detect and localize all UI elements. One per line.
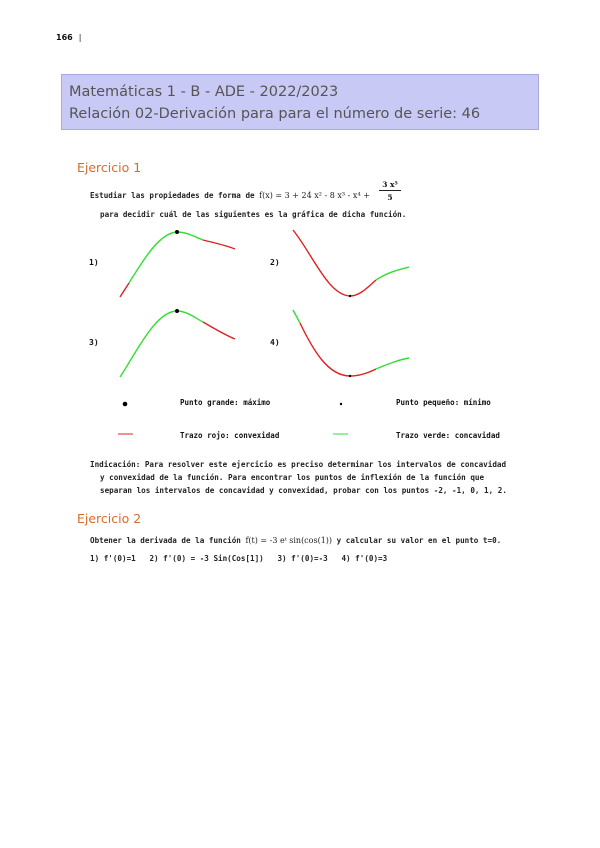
graph-4-concave-right bbox=[376, 358, 409, 369]
header-course: Matemáticas 1 - B - ADE - 2022/2023 bbox=[69, 84, 339, 100]
graph-3-convex bbox=[203, 322, 235, 339]
legend-red-stroke: Trazo rojo: convexidad bbox=[180, 431, 280, 440]
hint-line-2: y convexidad de la función. Para encontrar los puntos de inflexión de la función que bbox=[100, 473, 485, 482]
graph-4 bbox=[288, 305, 413, 380]
exercise2-options bbox=[90, 554, 387, 563]
legend-big-point: Punto grande: máximo bbox=[180, 398, 271, 407]
graph-4-concave-left bbox=[293, 310, 300, 323]
graph-2-min-point bbox=[349, 295, 351, 297]
exercise2-option-2: 2) f'(0) = -3 Sin(Cos[1]) bbox=[149, 554, 264, 563]
graph-2-convex bbox=[293, 230, 376, 296]
graph-1-max-point bbox=[175, 230, 179, 234]
legend-small-point: Punto pequeño: mínimo bbox=[396, 398, 491, 407]
graph-4-min-point bbox=[349, 375, 351, 377]
graph-1 bbox=[115, 225, 240, 300]
exercise2-function: f(t) = -3 eᵗ sin(cos(1)) bbox=[245, 536, 333, 545]
exercise2-title: Ejercicio 2 bbox=[77, 511, 142, 526]
exercise1-function: f(x) = 3 + 24 x² - 8 x³ - x⁴ + bbox=[259, 191, 370, 200]
exercise2-statement-suffix: y calcular su valor en el punto t=0. bbox=[336, 536, 502, 545]
exercise1-intro bbox=[90, 191, 370, 200]
header-relation: Relación 02-Derivación para para el número de serie: 46 bbox=[69, 106, 481, 122]
graph-3 bbox=[115, 305, 240, 380]
exercise1-intro-line2: para decidir cuál de las siguientes es la gráfica de dicha función. bbox=[100, 210, 407, 219]
graph-label-3: 3) bbox=[89, 338, 99, 347]
exercise2-option-3: 3) f'(0)=-3 bbox=[277, 554, 328, 563]
worksheet-header bbox=[61, 74, 539, 130]
graph-1-convex-left bbox=[120, 283, 129, 297]
legend-big-dot bbox=[120, 399, 130, 409]
hint-line-1: Indicación: Para resolver este ejercicio es preciso determinar los intervalos de concavidad bbox=[90, 460, 507, 469]
graph-label-1: 1) bbox=[89, 258, 99, 267]
fraction-denominator: 5 bbox=[387, 193, 393, 202]
legend-green-stroke: Trazo verde: concavidad bbox=[396, 431, 500, 440]
graph-3-concave bbox=[120, 311, 203, 377]
graph-1-concave bbox=[129, 232, 203, 283]
graph-label-4: 4) bbox=[270, 338, 280, 347]
legend-small-dot bbox=[336, 399, 346, 409]
graph-1-convex-right bbox=[203, 240, 235, 249]
exercise1-fraction bbox=[379, 180, 401, 202]
graph-label-2: 2) bbox=[270, 258, 280, 267]
legend-green-line bbox=[333, 431, 349, 437]
legend-red-line bbox=[118, 431, 134, 437]
exercise2-statement-prefix: Obtener la derivada de la función bbox=[90, 536, 241, 545]
exercise2-statement bbox=[90, 536, 501, 545]
graph-2-concave bbox=[376, 267, 409, 280]
exercise2-option-1: 1) f'(0)=1 bbox=[90, 554, 136, 563]
hint-line-3: separan los intervalos de concavidad y convexidad, probar con los puntos -2, -1, 0, 1, 2. bbox=[100, 486, 507, 495]
exercise1-intro-text: Estudiar las propiedades de forma de bbox=[90, 191, 255, 200]
exercise2-option-4: 4) f'(0)=3 bbox=[341, 554, 388, 563]
page-number bbox=[56, 33, 81, 42]
graph-2 bbox=[288, 225, 413, 300]
page-number-value: 166 bbox=[56, 33, 73, 42]
graph-3-max-point bbox=[175, 309, 179, 313]
graph-4-convex bbox=[300, 323, 376, 376]
fraction-numerator: 3 x⁵ bbox=[379, 180, 401, 191]
page-separator: | bbox=[78, 33, 82, 42]
exercise1-title: Ejercicio 1 bbox=[77, 160, 142, 175]
